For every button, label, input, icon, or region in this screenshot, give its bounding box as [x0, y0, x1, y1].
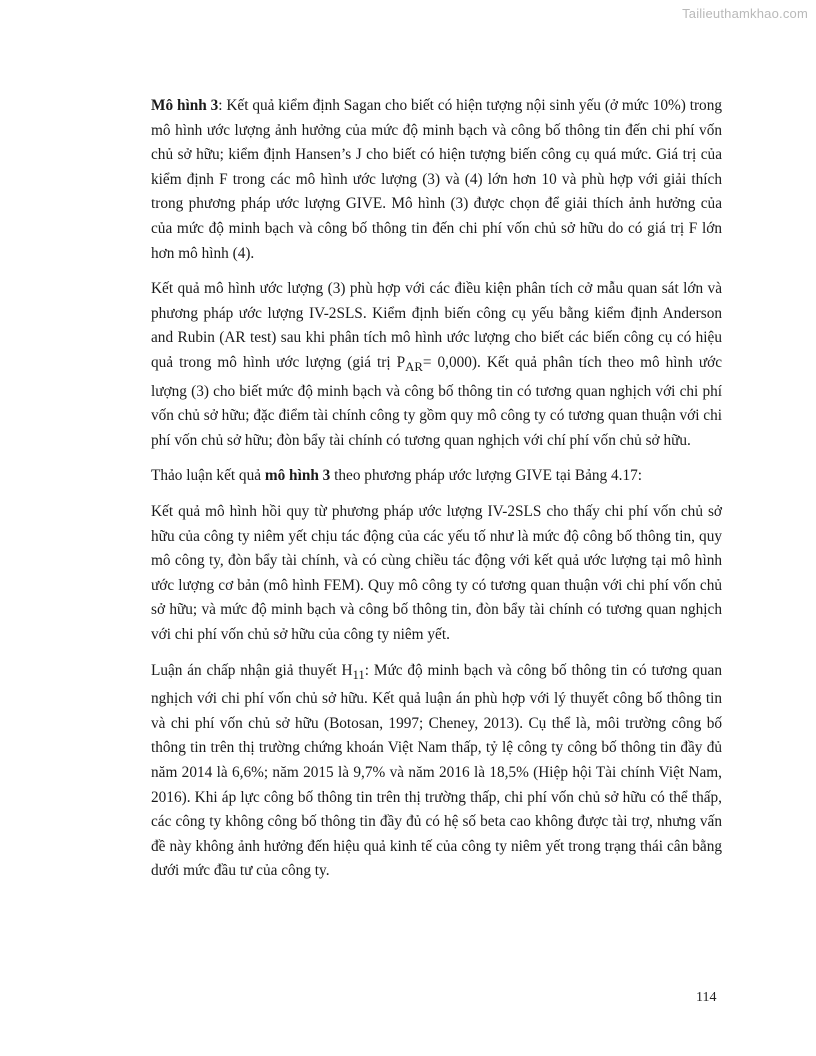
watermark: Tailieuthamkhao.com — [682, 6, 808, 21]
model-3-heading: Mô hình 3 — [151, 97, 219, 114]
paragraph-hypothesis — [151, 659, 722, 884]
paragraph-model-3 — [151, 94, 722, 266]
paragraph-text: : Kết quả kiểm định Sagan cho biết có hiện tượng nội sinh yếu (ở mức 10%) trong mô hình ước lượng ảnh hưởng của mức độ minh bạch và công bố thông tin đến chi phí vốn chủ sở hữu; kiểm định Hansen’s J cho biết có hiện tượng biến công cụ quá mức. Giá trị của kiểm định F trong các mô hình ước lượng (3) và (4) lớn hơn 10 và phù hợp với giải thích trong phương pháp ước lượng GIVE. Mô hình (3) được chọn để giải thích ảnh hưởng của của mức độ minh bạch và công bố thông tin đến chi phí vốn chủ sở hữu do có giá trị F lớn hơn mô hình (4). — [151, 97, 723, 262]
paragraph-text: Luận án chấp nhận giả thuyết H — [151, 661, 353, 679]
paragraph-text: Kết quả mô hình hồi quy từ phương pháp ước lượng IV-2SLS cho thấy chi phí vốn chủ sở hữu của công ty niêm yết chịu tác động của các yếu tố như là mức độ công bố thông tin, quy mô công ty, đòn bẩy tài chính, và có cùng chiều tác động với kết quả ước lượng tại mô hình ước lượng cơ bản (mô hình FEM). Quy mô công ty có tương quan thuận với chi phí vốn chủ sở hữu; và mức độ minh bạch và công bố thông tin, đòn bẩy tài chính có tương quan nghịch với chi phí vốn chủ sở hữu của công ty niêm yết. — [151, 502, 722, 643]
paragraph-text: Thảo luận kết quả — [151, 467, 265, 485]
paragraph-text: = 0,000). Kết quả phân tích theo mô hình ước lượng (3) cho biết mức độ minh bạch và công bố thông tin có tương quan nghịch với chi phí vốn chủ sở hữu; đặc điểm tài chính công ty gồm quy mô công ty có tương quan thuận với chi phí vốn chủ sở hữu; đòn bẩy tài chính có tương quan nghịch với chí phí vốn chủ sở hữu. — [151, 353, 722, 449]
model-3-bold: mô hình 3 — [264, 467, 331, 485]
paragraph-regression-results — [151, 500, 722, 648]
paragraph-discussion-intro — [151, 464, 722, 489]
page-number: 114 — [696, 990, 717, 1005]
document-body — [151, 94, 722, 895]
paragraph-text: Kết quả mô hình ước lượng (3) phù hợp với các điều kiện phân tích cở mẫu quan sát lớn và phương pháp ước lượng IV-2SLS. Kiểm định biến công cụ yếu bằng kiểm định Anderson and Rubin (AR test) sau khi phân tích mô hình ước lượng cho biết các biến công cụ có hiệu quả trong mô hình ước lượng (giá trị P — [151, 280, 722, 371]
paragraph-text: theo phương pháp ước lượng GIVE tại Bảng 4.17: — [330, 467, 643, 485]
paragraph-estimation-results — [151, 277, 722, 453]
subscript-ar: AR — [405, 359, 423, 374]
subscript-h11: 11 — [352, 667, 365, 682]
paragraph-text: : Mức độ minh bạch và công bố thông tin có tương quan nghịch với chi phí vốn chủ sở hữu. Kết quả luận án phù hợp với lý thuyết công bố thông tin và chi phí vốn chủ sở hữu (Botosan, 1997; Cheney, 2013). Cụ thể là, môi trường công bố thông tin trên thị trường chứng khoán Việt Nam thấp, tỷ lệ công ty công bố thông tin đầy đủ năm 2014 là 6,6%; năm 2015 là 9,7% và năm 2016 là 18,5% (Hiệp hội Tài chính Việt Nam, 2016). Khi áp lực công bố thông tin trên thị trường thấp, chi phí vốn chủ sở hữu có thể thấp, các công ty không công bố thông tin đầy đủ có hệ số beta cao không được tài trợ, nhưng vấn đề này không ảnh hưởng đến hiệu quả kinh tế của công ty niêm yết trong trạng thái cân bằng dưới mức đầu tư của công ty. — [151, 661, 722, 880]
